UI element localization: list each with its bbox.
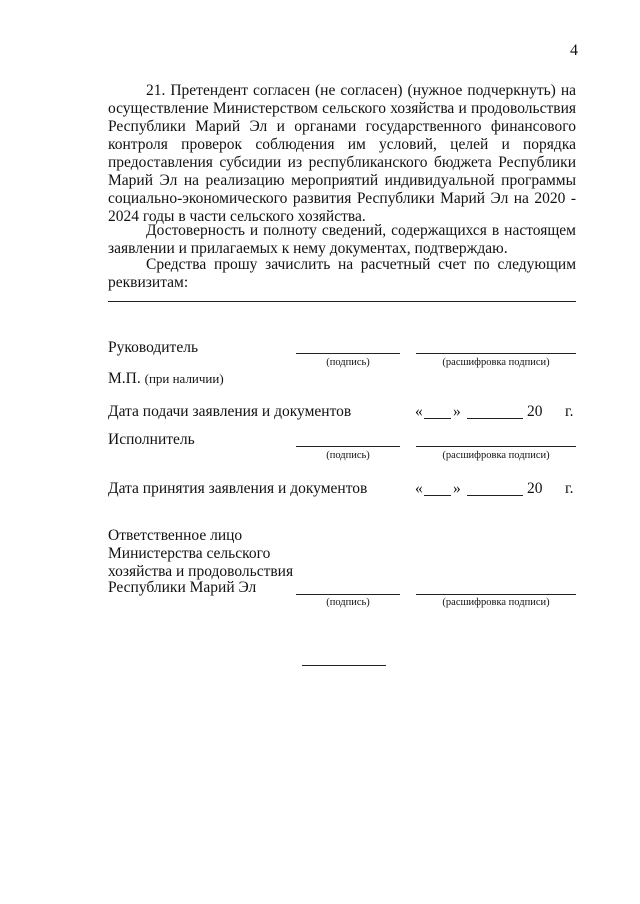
- acceptance-year-prefix: 20: [527, 480, 543, 497]
- responsible-line-4: Республики Марий Эл: [108, 579, 257, 596]
- confirmation-paragraph: [108, 222, 576, 258]
- submission-date-label: Дата подачи заявления и документов: [108, 403, 352, 420]
- acceptance-open-quote: «: [415, 480, 423, 497]
- consent-paragraph: [108, 82, 576, 226]
- executor-decoding-line[interactable]: [416, 446, 576, 447]
- acceptance-close-quote: »: [453, 480, 461, 497]
- executor-label: Исполнитель: [108, 431, 195, 448]
- stamp-label: М.П.: [108, 370, 141, 387]
- submission-date-field[interactable]: [415, 403, 577, 423]
- head-signature-caption: (подпись): [326, 357, 370, 368]
- responsible-decoding-line[interactable]: [416, 594, 576, 595]
- submission-open-quote: «: [415, 403, 423, 420]
- responsible-signature-caption: (подпись): [326, 597, 370, 608]
- page-number: 4: [570, 42, 578, 59]
- consent-text: 21. Претендент согласен (не согласен) (нужное подчеркнуть) на осуществление Министерством сельского хозяйства и продовольствия Республики Марий Эл и органами государственного финансового контроля проверок соблюдения им условий, целей и порядка предоставления субсидии из республиканского бюджета Республики Марий Эл на реализацию мероприятий индивидуальной программы социально-экономического развития Республики Марий Эл на 2020 - 2024 годы в части сельского хозяйства.: [108, 82, 576, 225]
- head-label: Руководитель: [108, 339, 199, 356]
- stamp-label-row: [108, 370, 224, 388]
- head-signature-line[interactable]: [296, 353, 400, 354]
- bank-details-text: Средства прошу зачислить на расчетный счет по следующим реквизитам:: [108, 256, 576, 291]
- responsible-line-2: Министерства сельского: [108, 545, 271, 562]
- executor-decoding-caption: (расшифровка подписи): [442, 450, 550, 461]
- submission-year-suffix: г.: [565, 403, 574, 420]
- submission-day-line[interactable]: [424, 418, 451, 419]
- acceptance-year-suffix: г.: [565, 480, 574, 497]
- head-decoding-line[interactable]: [416, 353, 576, 354]
- bank-details-paragraph: [108, 256, 576, 292]
- acceptance-month-line[interactable]: [467, 495, 523, 496]
- executor-signature-caption: (подпись): [326, 450, 370, 461]
- confirmation-text: Достоверность и полноту сведений, содержащихся в настоящем заявлении и прилагаемых к нему документах, подтверждаю.: [108, 222, 576, 257]
- acceptance-date-label: Дата принятия заявления и документов: [108, 480, 368, 497]
- executor-signature-line[interactable]: [296, 446, 400, 447]
- responsible-line-3: хозяйства и продовольствия: [108, 563, 294, 580]
- responsible-decoding-caption: (расшифровка подписи): [442, 597, 550, 608]
- submission-close-quote: »: [453, 403, 461, 420]
- bank-details-fill-line[interactable]: [108, 301, 576, 302]
- submission-month-line[interactable]: [467, 418, 523, 419]
- submission-year-prefix: 20: [527, 403, 543, 420]
- head-decoding-caption: (расшифровка подписи): [442, 357, 550, 368]
- acceptance-date-field[interactable]: [415, 480, 577, 500]
- document-end-line: [302, 665, 386, 666]
- responsible-signature-line[interactable]: [296, 594, 400, 595]
- acceptance-day-line[interactable]: [424, 495, 451, 496]
- responsible-line-1: Ответственное лицо: [108, 527, 243, 544]
- stamp-note: (при наличии): [144, 371, 224, 386]
